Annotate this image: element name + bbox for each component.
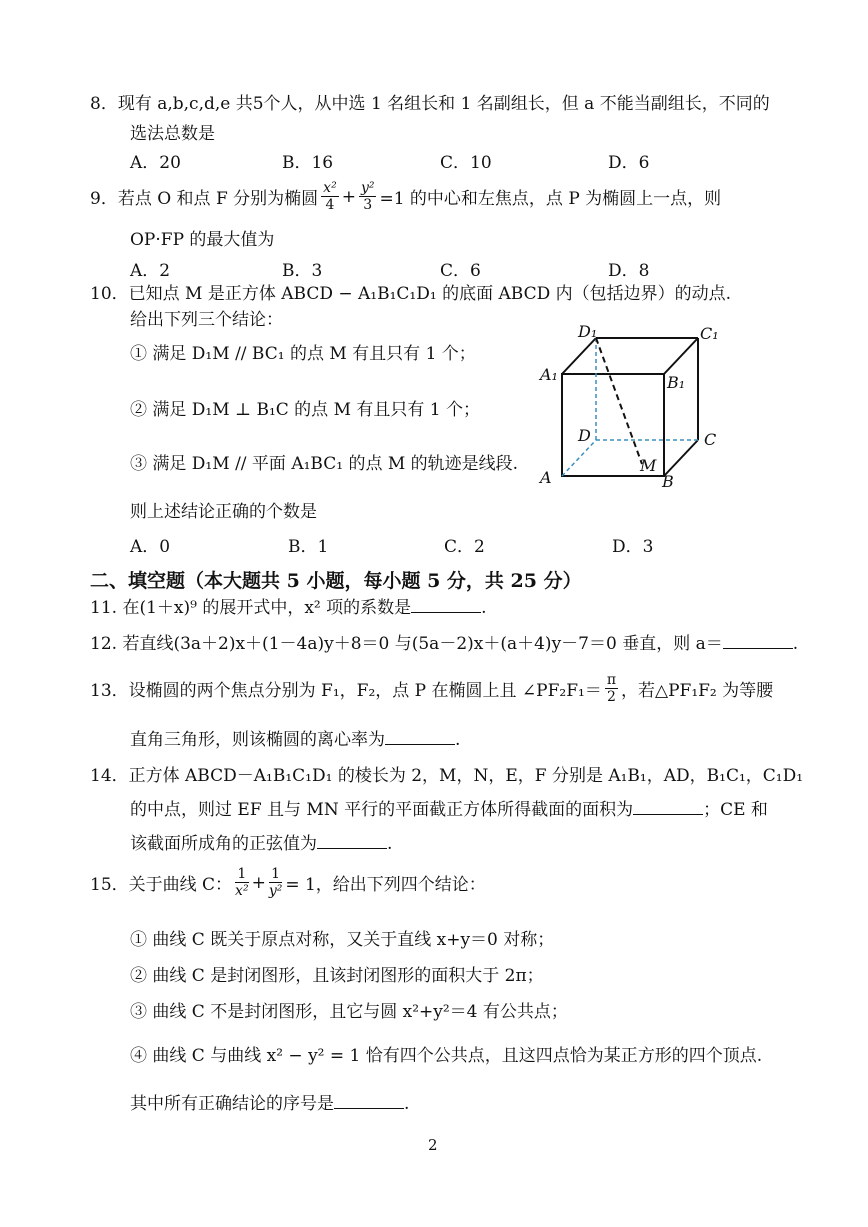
q10-option-b: B．1 — [288, 537, 329, 557]
q9-line2: OP·FP 的最大值为 — [130, 230, 275, 250]
page-number: 2 — [428, 1136, 438, 1154]
label-a1: A₁ — [540, 365, 558, 384]
q13-line2-text: 直角三角形，则该椭圆的离心率为 — [130, 730, 385, 750]
q10-conclusion-3: ③ 满足 D₁M // 平面 A₁BC₁ 的点 M 的轨迹是线段. — [130, 454, 519, 474]
q15-plus: + — [251, 872, 266, 893]
q10-line2: 给出下列三个结论： — [130, 310, 283, 330]
q15-prefix: 15．关于曲线 C： — [90, 875, 233, 895]
q10-conclusion-1: ① 满足 D₁M // BC₁ 的点 M 有且只有 1 个； — [130, 344, 476, 364]
q9-option-c: C．6 — [440, 261, 481, 281]
cube-edge-b1c1 — [664, 338, 698, 374]
q15-conclusion-1: ① 曲线 C 既关于原点对称，又关于直线 x+y＝0 对称； — [130, 930, 555, 950]
q10-option-c: C．2 — [444, 537, 485, 557]
q15-ask-text: 其中所有正确结论的序号是 — [130, 1094, 334, 1114]
q15-suffix: = 1，给出下列四个结论： — [285, 875, 486, 895]
q14-blank-2 — [317, 834, 387, 849]
segment-d1m — [596, 338, 642, 464]
q9-option-b: B．3 — [282, 261, 323, 281]
cube-edge-bc — [664, 440, 698, 476]
label-c1: C₁ — [700, 324, 719, 343]
q8-line2: 选法总数是 — [130, 124, 215, 144]
q13-line2 — [130, 728, 460, 752]
q11-blank — [411, 598, 481, 613]
q12-text: 12. 若直线(3a＋2)x＋(1－4a)y＋8＝0 与(5a－2)x＋(a＋4)y－7＝0 垂直，则 a＝ — [90, 634, 723, 654]
q15-blank — [334, 1094, 404, 1109]
q9-fraction-1: $\frac{\text{x²}}{4}$ — [323, 180, 337, 213]
q10-line1: 10．已知点 M 是正方体 ABCD − A₁B₁C₁D₁ 的底面 ABCD 内（包括边界）的动点. — [90, 284, 732, 304]
q10-ask: 则上述结论正确的个数是 — [130, 502, 317, 522]
label-c: C — [704, 430, 717, 449]
q13-end: . — [455, 730, 461, 750]
q12-blank — [723, 634, 793, 649]
q9-plus: + — [341, 186, 356, 207]
q8-line1: 8．现有 a,b,c,d,e 共5个人，从中选 1 名组长和 1 名副组长，但 a 不能当副组长，不同的 — [90, 94, 770, 114]
q9-suffix: =1 的中心和左焦点，点 P 为椭圆上一点，则 — [379, 189, 722, 209]
q14-line1: 14．正方体 ABCD－A₁B₁C₁D₁ 的棱长为 2，M，N，E，F 分别是 A₁B₁，AD，B₁C₁，C₁D₁ — [90, 766, 804, 786]
q9-option-a: A．2 — [130, 261, 171, 281]
q13-line1 — [90, 672, 773, 705]
q12-end: . — [792, 634, 799, 654]
q8-option-c: C．10 — [440, 153, 492, 173]
q14-blank-1 — [633, 800, 703, 815]
q11-end: . — [481, 598, 487, 618]
q8-option-d: D．6 — [608, 153, 650, 173]
cube-edge-a1d1 — [562, 338, 596, 374]
q15-fraction-2: $\frac{1}{\text{y²}}$ — [268, 866, 283, 899]
q9-option-d: D．8 — [608, 261, 650, 281]
q10-option-a: A．0 — [130, 537, 171, 557]
q9-fraction-2: $\frac{\text{y²}}{3}$ — [360, 180, 375, 213]
label-m: M — [640, 456, 657, 475]
q15-line1 — [90, 866, 486, 899]
q14-line3 — [130, 832, 392, 856]
label-b: B — [662, 472, 674, 491]
q15-conclusion-4: ④ 曲线 C 与曲线 x² − y² = 1 恰有四个公共点，且这四点恰为某正方形的四个顶点. — [130, 1046, 763, 1066]
q14-end: . — [387, 834, 393, 854]
q15-end: . — [404, 1094, 410, 1114]
q11 — [90, 596, 487, 620]
q10-option-d: D．3 — [612, 537, 654, 557]
section-heading: 二、填空题（本大题共 5 小题，每小题 5 分，共 25 分） — [90, 570, 582, 592]
q8-option-b: B．16 — [282, 153, 334, 173]
q9-line1 — [90, 180, 721, 213]
q11-text: 11. 在(1＋x)⁹ 的展开式中，x² 项的系数是 — [90, 598, 412, 618]
q14-line3-text: 该截面所成角的正弦值为 — [130, 834, 317, 854]
q9-prefix: 9．若点 O 和点 F 分别为椭圆 — [90, 189, 319, 209]
q12 — [90, 632, 798, 656]
q15-fraction-1: $\frac{1}{\text{x²}}$ — [235, 866, 249, 899]
q15-conclusion-2: ② 曲线 C 是封闭图形，且该封闭图形的面积大于 2π； — [130, 966, 544, 986]
cube-hidden-edge-ad — [562, 440, 596, 476]
q13-blank — [385, 730, 455, 745]
q13-fraction: $\frac{\pi}{2}$ — [606, 672, 617, 705]
label-d: D — [578, 426, 591, 445]
q14-line2 — [130, 798, 768, 822]
q14-line2a: 的中点，则过 EF 且与 MN 平行的平面截正方体所得截面的面积为 — [130, 800, 634, 820]
cube-figure — [530, 320, 730, 495]
q15-conclusion-3: ③ 曲线 C 不是封闭图形，且它与圆 x²+y²＝4 有公共点； — [130, 1002, 568, 1022]
q10-conclusion-2: ② 满足 D₁M ⊥ B₁C 的点 M 有且只有 1 个； — [130, 400, 481, 420]
q14-line2b: ；CE 和 — [703, 800, 768, 820]
q15-ask — [130, 1092, 409, 1116]
label-d1: D₁ — [578, 322, 598, 341]
q13-prefix: 13．设椭圆的两个焦点分别为 F₁，F₂，点 P 在椭圆上且 ∠PF₂F₁＝ — [90, 681, 602, 701]
q13-suffix: ，若△PF₁F₂ 为等腰 — [621, 681, 774, 701]
q8-option-a: A．20 — [130, 153, 181, 173]
label-a: A — [540, 468, 552, 487]
label-b1: B₁ — [667, 373, 686, 392]
